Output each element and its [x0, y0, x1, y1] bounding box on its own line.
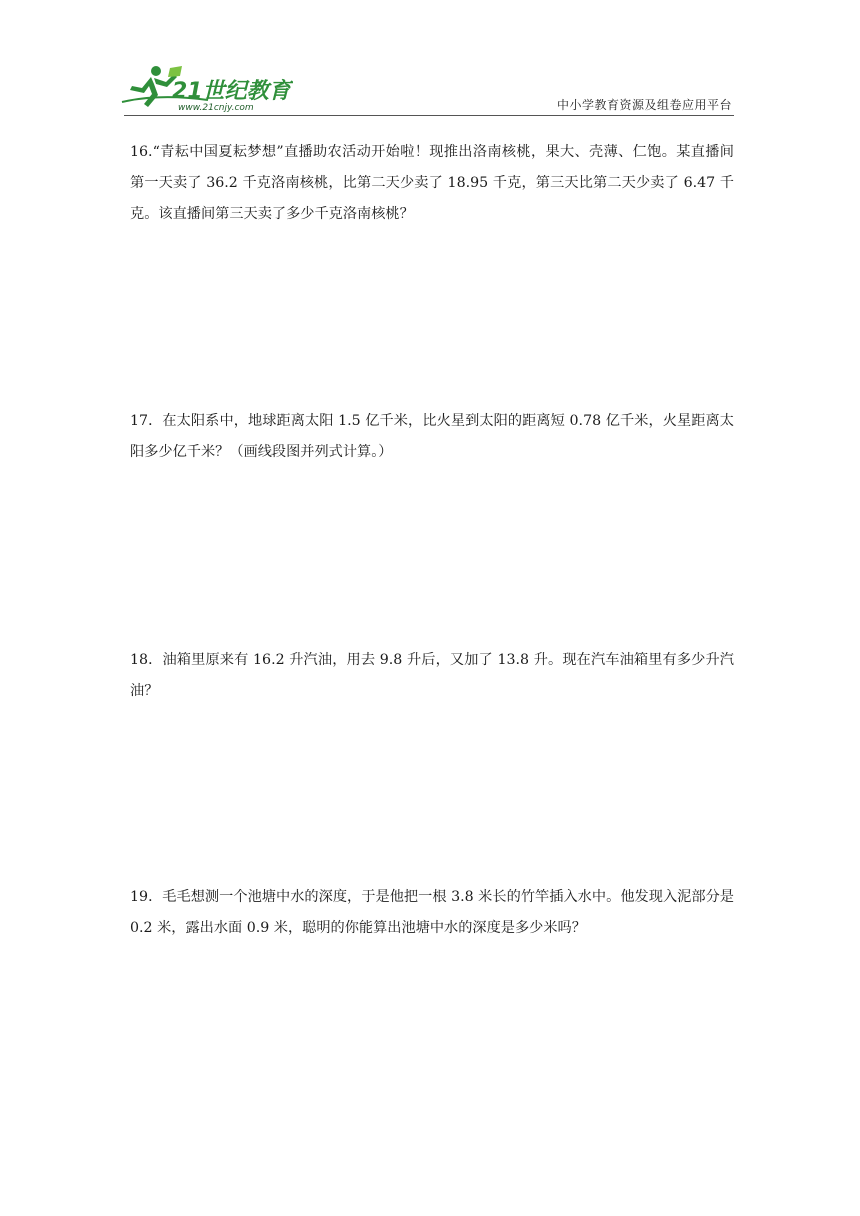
question-19: 19．毛毛想测一个池塘中水的深度，于是他把一根 3.8 米长的竹竿插入水中。他发现入泥部分是 0.2 米，露出水面 0.9 米，聪明的你能算出池塘中水的深度是多少米吗？	[130, 889, 734, 936]
platform-name: 中小学教育资源及组卷应用平台	[556, 98, 732, 112]
page-header	[118, 62, 734, 120]
21cnjy-logo	[118, 62, 293, 114]
question-17: 17．在太阳系中，地球距离太阳 1.5 亿千米，比火星到太阳的距离短 0.78 亿千米，火星距离太阳多少亿千米？（画线段图并列式计算。）	[130, 413, 734, 460]
question-18: 18．油箱里原来有 16.2 升汽油，用去 9.8 升后，又加了 13.8 升。现在汽车油箱里有多少升汽油？	[130, 652, 734, 699]
header-divider	[124, 115, 734, 116]
question-16: 16.“青耘中国夏耘梦想”直播助农活动开始啦！现推出洛南核桃，果大、壳薄、仁饱。某直播间第一天卖了 36.2 千克洛南核桃，比第二天少卖了 18.95 千克，第三天比第二天少卖了 6.47 千克。该直播间第三天卖了多少千克洛南核桃？	[130, 144, 734, 222]
logo-text: 21世纪教育	[172, 79, 291, 104]
logo-url: www.21cnjy.com	[178, 103, 254, 113]
